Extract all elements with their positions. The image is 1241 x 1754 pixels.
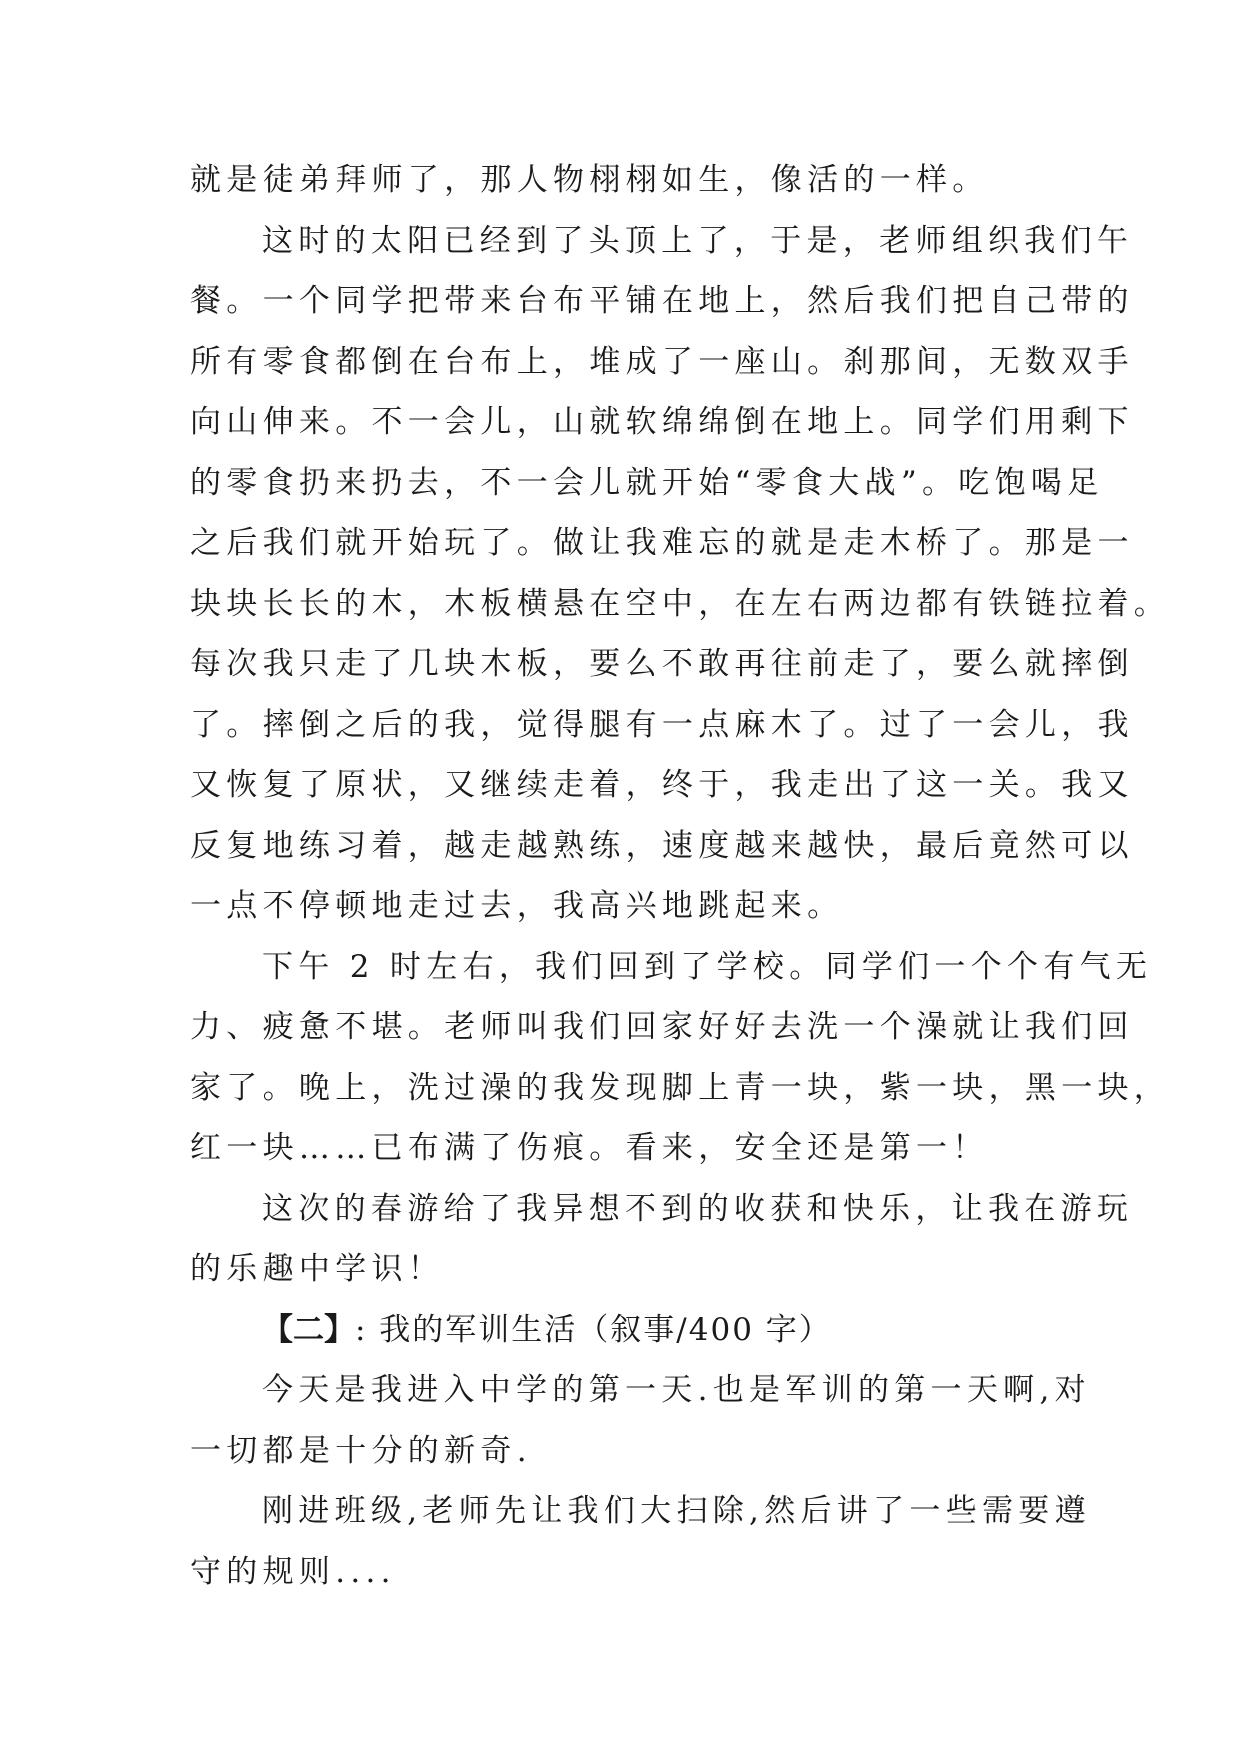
paragraph-line: 家了。晚上，洗过澡的我发现脚上青一块，紫一块，黑一块，	[190, 1069, 1171, 1106]
paragraph-line: 一切都是十分的新奇.	[190, 1432, 532, 1469]
document-page	[190, 150, 1171, 1602]
paragraph-line: 的乐趣中学识！	[190, 1251, 445, 1287]
paragraph-line: 就是徒弟拜师了，那人物栩栩如生，像活的一样。	[190, 162, 989, 198]
paragraph-line: 了。摔倒之后的我，觉得腿有一点麻木了。过了一会儿，我	[190, 706, 1134, 743]
paragraph-line: 一点不停顿地走过去，我高兴地跳起来。	[190, 888, 844, 924]
paragraph-line: 块块长长的木，木板横悬在空中，在左右两边都有铁链拉着。	[190, 585, 1171, 622]
paragraph-line: 所有零食都倒在台布上，堆成了一座山。刹那间，无数双手	[190, 343, 1134, 380]
section-number: 【二】	[262, 1311, 355, 1348]
paragraph-line: 这次的春游给了我异想不到的收获和快乐，让我在游玩	[262, 1190, 1134, 1227]
paragraph-line: 守的规则....	[190, 1553, 396, 1590]
paragraph-line: 餐。一个同学把带来台布平铺在地上，然后我们把自己带的	[190, 283, 1134, 319]
paragraph-line: 向山伸来。不一会儿，山就软绵绵倒在地上。同学们用剩下	[190, 404, 1134, 440]
paragraph-line: 反复地练习着，越走越熟练，速度越来越快，最后竟然可以	[190, 827, 1134, 864]
paragraph-line: 下午 2 时左右，我们回到了学校。同学们一个个有气无	[262, 948, 1153, 985]
section-title: : 我的军训生活（叙事/400 字）	[355, 1311, 832, 1348]
paragraph-line: 红一块……已布满了伤痕。看来，安全还是第一！	[190, 1130, 989, 1166]
paragraph-line: 的零食扔来扔去，不一会儿就开始“零食大战”。吃饱喝足	[190, 464, 1104, 501]
paragraph-line: 之后我们就开始玩了。做让我难忘的就是走木桥了。那是一	[190, 525, 1134, 561]
paragraph-line: 又恢复了原状，又继续走着，终于，我走出了这一关。我又	[190, 767, 1134, 803]
section-heading	[190, 1300, 1050, 1361]
paragraph-line: 力、疲惫不堪。老师叫我们回家好好去洗一个澡就让我们回	[190, 1009, 1134, 1045]
paragraph-line: 这时的太阳已经到了头顶上了，于是，老师组织我们午	[262, 222, 1134, 259]
paragraph-line: 每次我只走了几块木板，要么不敢再往前走了，要么就摔倒	[190, 646, 1134, 682]
paragraph-line: 今天是我进入中学的第一天.也是军训的第一天啊,对	[262, 1372, 1091, 1408]
paragraph-line: 刚进班级,老师先让我们大扫除,然后讲了一些需要遵	[262, 1493, 1091, 1529]
